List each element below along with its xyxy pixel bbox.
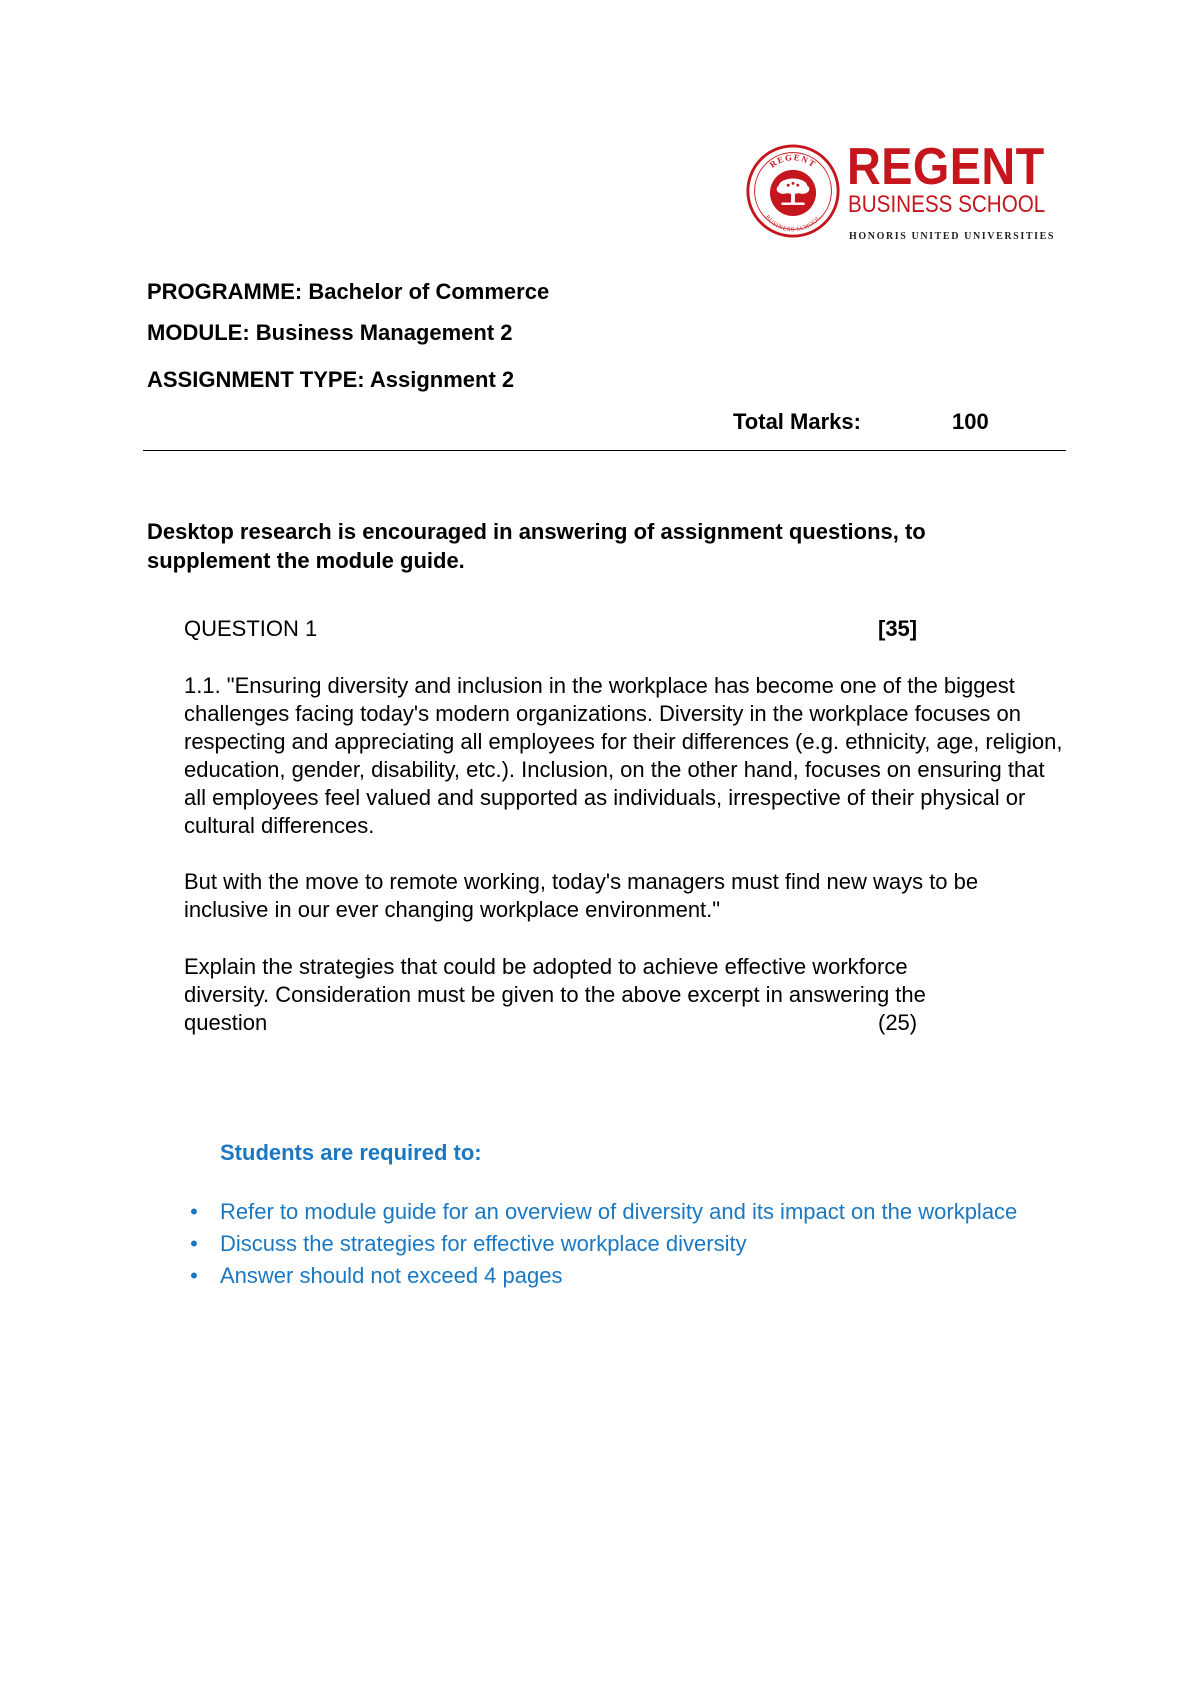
header-divider <box>143 450 1066 451</box>
sub-question-marks: (25) <box>878 1010 918 1035</box>
regent-seal-icon <box>745 143 841 239</box>
total-marks-value: 100 <box>952 409 989 434</box>
logo-tagline: HONORIS UNITED UNIVERSITIES <box>849 231 1056 242</box>
list-item <box>184 1196 1044 1227</box>
question-paragraph-2: But with the move to remote working, today's managers must find new ways to be inclusive in our ever changing workplace environment." <box>184 869 979 922</box>
list-item <box>184 1228 1044 1259</box>
intro-instruction: Desktop research is encouraged in answering of assignment questions, to supplement the module guide. <box>147 519 926 573</box>
seal-text-bottom: BUSINESS SCHOOL <box>763 214 823 234</box>
question-title: QUESTION 1 <box>184 616 318 641</box>
programme-field: PROGRAMME: Bachelor of Commerce <box>147 279 550 304</box>
total-marks-label: Total Marks: <box>733 409 861 434</box>
question-paragraph-3 <box>184 953 1064 1037</box>
bullet-icon: • <box>190 1199 198 1224</box>
question-paragraph-3-end: question <box>184 1010 268 1035</box>
assignment-type-field: ASSIGNMENT TYPE: Assignment 2 <box>147 367 515 392</box>
requirement-text: Answer should not exceed 4 pages <box>220 1263 563 1288</box>
requirement-text: Discuss the strategies for effective workplace diversity <box>220 1231 747 1256</box>
question-paragraph-3-line-3 <box>184 1009 1064 1037</box>
bullet-icon: • <box>190 1231 198 1256</box>
logo-subtitle: BUSINESS SCHOOL <box>848 191 1046 218</box>
requirement-text: Refer to module guide for an overview of diversity and its impact on the workplace <box>220 1199 1018 1224</box>
question-paragraph-3-line-2: diversity. Consideration must be given to the above excerpt in answering the <box>184 982 926 1007</box>
bullet-icon: • <box>190 1263 198 1288</box>
seal-text-top: REGENT <box>767 152 819 170</box>
question-marks: [35] <box>878 616 918 641</box>
list-item <box>184 1260 1044 1291</box>
question-paragraph-1: 1.1. "Ensuring diversity and inclusion in the workplace has become one of the biggest challenges facing today's modern organizations. Diversity in the workplace focuses on respecting and appreciating all employees for their differences (e.g. ethnicity, age, religion, education, gender, disability, etc.). Inclusion, on the other hand, focuses on ensuring that all employees feel valued and supported as individuals, irrespective of their physical or cultural differences. <box>184 673 1063 838</box>
question-paragraph-3-line-1: Explain the strategies that could be adopted to achieve effective workforce <box>184 954 908 979</box>
regent-logo <box>745 138 1065 253</box>
svg-text:REGENT <box>768 152 819 170</box>
logo-brand: REGENT <box>847 138 1045 196</box>
module-field: MODULE: Business Management 2 <box>147 320 513 345</box>
requirements-heading: Students are required to: <box>220 1140 482 1165</box>
requirements-list <box>184 1196 1044 1292</box>
